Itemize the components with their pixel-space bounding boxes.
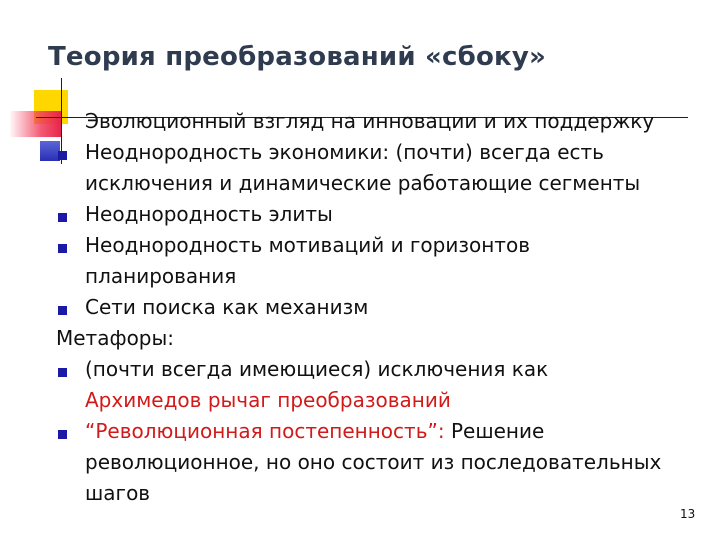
bullet-line: Неоднородность экономики: (почти) всегда есть: [85, 140, 604, 164]
metaphors-heading: Метафоры:: [56, 326, 175, 350]
bullet-item: [56, 230, 696, 292]
bullet-line: исключения и динамические работающие сегменты: [85, 171, 641, 195]
page-number: 13: [680, 507, 696, 521]
bullet-text: [85, 354, 696, 416]
bullet-line: [85, 416, 696, 447]
bullet-marker: [56, 199, 85, 230]
bullet-text: [85, 416, 696, 509]
slide-body: [56, 106, 696, 509]
bullet-item: [56, 199, 696, 230]
bullet-marker: [56, 416, 85, 447]
bullet-text: Эволюционный взгляд на инновации и их поддержку: [85, 109, 655, 133]
bullet-text: [85, 230, 696, 292]
bullet-marker: [56, 106, 85, 137]
bullet-marker: [56, 230, 85, 261]
bullet-item: [56, 292, 696, 323]
bullet-line: планирования: [85, 264, 237, 288]
decor-red-bar: [10, 111, 62, 137]
bullet-item: [56, 137, 696, 199]
bullet-line: шагов: [85, 481, 151, 505]
bullet-line: революционное, но оно состоит из последовательных: [85, 450, 662, 474]
bullet-text: [85, 137, 696, 199]
metaphor-item: [56, 416, 696, 509]
bullet-line: (почти всегда имеющиеся) исключения как: [85, 357, 549, 381]
highlighted-phrase: “Революционная постепенность”:: [85, 419, 445, 443]
slide-title: Теория преобразований «сбоку»: [48, 42, 547, 72]
highlighted-line: Архимедов рычаг преобразований: [85, 388, 451, 412]
metaphor-item: [56, 354, 696, 416]
bullet-text: Неоднородность элиты: [85, 202, 333, 226]
bullet-line: Неоднородность мотиваций и горизонтов: [85, 233, 530, 257]
bullet-marker: [56, 137, 85, 168]
bullet-marker: [56, 292, 85, 323]
bullet-phrase: Решение: [444, 419, 545, 443]
bullet-marker: [56, 354, 85, 385]
bullet-item: [56, 106, 696, 137]
bullet-text: Сети поиска как механизм: [85, 295, 369, 319]
